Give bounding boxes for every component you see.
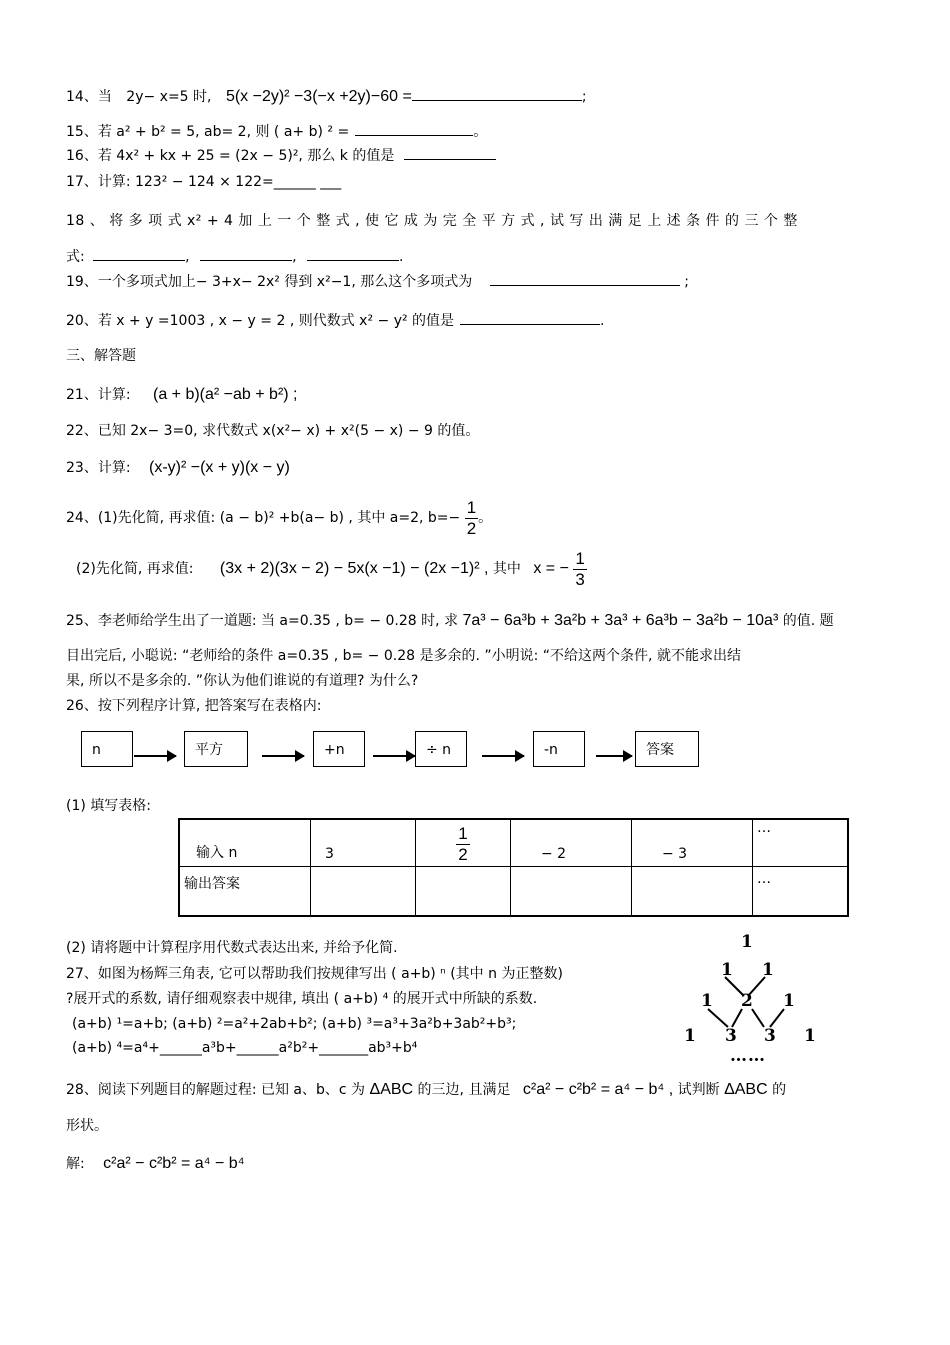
- question-26: 26、按下列程序计算, 把答案写在表格内:: [66, 698, 322, 714]
- q20-answer-blank[interactable]: [460, 310, 600, 325]
- triangle-r3-c1: 3: [725, 1026, 737, 1046]
- table-row-input: [179, 819, 848, 867]
- q24a-tail: 。: [478, 510, 493, 526]
- q25-line1c: 的值. 题: [782, 613, 834, 629]
- q24a-denominator: 2: [466, 518, 477, 538]
- q18-blank-3[interactable]: [307, 246, 399, 261]
- q15-text: 15、若 a² + b² = 5, ab= 2, 则 ( a+ b) ² =: [66, 124, 350, 140]
- q24b-expression: (3x + 2)(3x − 2) − 5x(x −1) − (2x −1)² ,: [219, 560, 489, 577]
- triangle-r1-c0: 1: [721, 960, 733, 980]
- question-14: [66, 86, 587, 107]
- question-21: [66, 385, 298, 405]
- q14-label: 14、当: [66, 89, 112, 105]
- q28-line2: 形状。: [66, 1118, 108, 1134]
- flow-box-plus-n: +n: [313, 731, 365, 767]
- table-fraction: [456, 824, 469, 865]
- flow-box-answer: 答案: [635, 731, 699, 767]
- q28-triangle-abc-2: ΔABC: [724, 1081, 768, 1098]
- q25-line1a: 25、李老师给学生出了一道题: 当 a=0.35 , b= − 0.28 时, 求: [66, 613, 459, 629]
- q26-sub2: (2) 请将题中计算程序用代数式表达出来, 并给予化简.: [66, 940, 398, 956]
- q28-line1a: 28、阅读下列题目的解题过程: 已知 a、b、c 为: [66, 1082, 366, 1098]
- q15-tail: 。: [473, 124, 488, 140]
- q25-line2: 目出完后, 小聪说: “老师给的条件 a=0.35 , b= − 0.28 是多余的. ”小明说: “不给这两个条件, 就不能求出结: [66, 648, 741, 664]
- q18-blank-1[interactable]: [93, 246, 185, 261]
- q24b-numerator: 1: [575, 548, 585, 568]
- q24a-numerator: 1: [466, 497, 477, 517]
- table-fraction-denominator: 2: [458, 844, 468, 864]
- section-heading: 三、解答题: [66, 348, 136, 364]
- flow-box-square: 平方: [184, 731, 248, 767]
- question-25: [66, 611, 834, 631]
- q28-line1b: 的三边, 且满足: [417, 1082, 511, 1098]
- q19-text: 19、一个多项式加上− 3+x− 2x² 得到 x²−1, 那么这个多项式为: [66, 274, 473, 290]
- flow-arrow-5: [596, 755, 632, 757]
- question-17: [66, 172, 341, 192]
- q18-line2: 式:: [66, 249, 85, 265]
- q20-text: 20、若 x + y =1003 , x − y = 2 , 则代数式 x² − y² 的值是: [66, 313, 455, 329]
- q24b-fraction: [573, 549, 586, 590]
- flow-arrow-3: [373, 755, 415, 757]
- table-cell-input-2: [416, 819, 511, 867]
- q18-blank-2[interactable]: [200, 246, 292, 261]
- flow-arrow-2: [262, 755, 304, 757]
- q25-line3: 果, 所以不是多余的. ”你认为他们谁说的有道理? 为什么?: [66, 673, 419, 689]
- table-cell-output-1[interactable]: [311, 867, 416, 917]
- q14-tail: ;: [581, 89, 587, 105]
- q19-tail: ;: [684, 274, 689, 290]
- flow-box-divide-n: ÷ n: [415, 731, 467, 767]
- q19-answer-blank[interactable]: [490, 271, 680, 286]
- triangle-ellipsis: ……: [730, 1046, 766, 1066]
- q28-line1d: 的: [772, 1082, 787, 1098]
- q28-condition: c²a² − c²b² = a⁴ − b⁴ ,: [522, 1081, 674, 1098]
- question-15: [66, 121, 487, 142]
- question-28: [66, 1080, 786, 1100]
- q16-answer-blank[interactable]: [404, 145, 496, 160]
- question-20: [66, 310, 605, 331]
- table-row-output: [179, 867, 848, 917]
- triangle-r0-c0: 1: [741, 932, 753, 952]
- triangle-r2-c2: 1: [783, 991, 795, 1011]
- q27-line3: (a+b) ¹=a+b; (a+b) ²=a²+2ab+b²; (a+b) ³=a³+3a²b+3ab²+b³;: [72, 1016, 517, 1032]
- q21-label: 21、计算:: [66, 387, 131, 403]
- q27-line4: (a+b) ⁴=a⁴+______a³b+______a²b²+_______ab³+b⁴: [72, 1040, 418, 1056]
- q17-text: 17、计算: 123² − 124 × 122=______ ___: [66, 174, 342, 190]
- triangle-r1-c1: 1: [762, 960, 774, 980]
- flow-box-minus-n: -n: [533, 731, 585, 767]
- table-cell-input-3: − 2: [511, 819, 632, 867]
- triangle-r3-c2: 3: [764, 1026, 776, 1046]
- table-cell-input-1: 3: [311, 819, 416, 867]
- question-16: [66, 145, 496, 166]
- q24b-x-equals: x = −: [533, 560, 569, 577]
- table-cell-output-4[interactable]: [632, 867, 753, 917]
- flow-box-input: n: [81, 731, 133, 767]
- question-18-blanks: [66, 246, 403, 267]
- table-cell-input-ellipsis: …: [753, 819, 849, 867]
- flow-arrow-1: [134, 755, 176, 757]
- q21-expression: (a + b)(a² −ab + b²) ;: [152, 386, 298, 403]
- io-table: [178, 818, 849, 917]
- q27-line2: ?展开式的系数, 请仔细观察表中规律, 填出 ( a+b) ⁴ 的展开式中所缺的系数.: [66, 991, 538, 1007]
- q24b-where: 其中: [492, 561, 521, 577]
- q28-solution-expression: c²a² − c²b² = a⁴ − b⁴: [103, 1155, 245, 1172]
- question-18: [66, 211, 798, 231]
- table-fraction-numerator: 1: [458, 823, 468, 843]
- q15-answer-blank[interactable]: [355, 121, 473, 136]
- q24a-text: 24、(1)先化简, 再求值: (a − b)² +b(a− b) , 其中 a=2, b=−: [66, 510, 461, 526]
- question-24-part2: [76, 547, 587, 591]
- q18-sep-1: ,: [185, 249, 190, 265]
- triangle-r2-c1: 2: [741, 991, 753, 1011]
- q24b-denominator: 3: [575, 569, 585, 589]
- question-24-part1: [66, 496, 492, 540]
- question-23: [66, 458, 290, 478]
- q28-solution: [66, 1154, 245, 1174]
- q14-answer-blank[interactable]: [412, 86, 582, 101]
- q14-condition: 2y− x=5 时,: [126, 89, 212, 105]
- q24b-label: (2)先化简, 再求值:: [76, 561, 194, 577]
- q24a-fraction: [465, 498, 478, 539]
- table-cell-output-2[interactable]: [416, 867, 511, 917]
- q20-tail: .: [600, 313, 605, 329]
- table-label-input: 输入 n: [179, 819, 311, 867]
- q28-triangle-abc: ΔABC: [369, 1081, 414, 1098]
- q16-text: 16、若 4x² + kx + 25 = (2x − 5)², 那么 k 的值是: [66, 148, 395, 164]
- table-cell-input-4: − 3: [632, 819, 753, 867]
- q18-end: .: [398, 249, 404, 265]
- table-label-output: 输出答案: [179, 867, 311, 917]
- q28-solution-label: 解:: [66, 1156, 85, 1172]
- flow-arrow-4: [482, 755, 524, 757]
- q26-sub1: (1) 填写表格:: [66, 798, 151, 814]
- triangle-r3-c3: 1: [804, 1026, 816, 1046]
- q27-line1: 27、如图为杨辉三角表, 它可以帮助我们按规律写出 ( a+b) ⁿ (其中 n 为正整数): [66, 966, 563, 982]
- question-19: [66, 271, 689, 292]
- q25-expression: 7a³ − 6a³b + 3a²b + 3a³ + 6a³b − 3a²b − 10a³: [462, 612, 779, 629]
- table-cell-output-3[interactable]: [511, 867, 632, 917]
- q23-label: 23、计算:: [66, 460, 131, 476]
- q28-line1c: 试判断: [677, 1082, 720, 1098]
- triangle-r2-c0: 1: [701, 991, 713, 1011]
- table-cell-output-ellipsis: …: [753, 867, 849, 917]
- triangle-r3-c0: 1: [684, 1026, 696, 1046]
- question-22: [66, 421, 479, 441]
- q22-text: 22、已知 2x− 3=0, 求代数式 x(x²− x) + x²(5 − x) − 9 的值。: [66, 423, 480, 439]
- q18-sep-2: ,: [292, 249, 297, 265]
- q18-line1: 18 、 将 多 项 式 x² + 4 加 上 一 个 整 式 , 使 它 成 为 完 全 平 方 式 , 试 写 出 满 足 上 述 条 件 的 三 个 整: [66, 213, 798, 229]
- q14-expression: 5(x −2y)² −3(−x +2y)−60 =: [225, 88, 412, 105]
- q23-expression: (x-y)² −(x + y)(x − y): [148, 459, 290, 476]
